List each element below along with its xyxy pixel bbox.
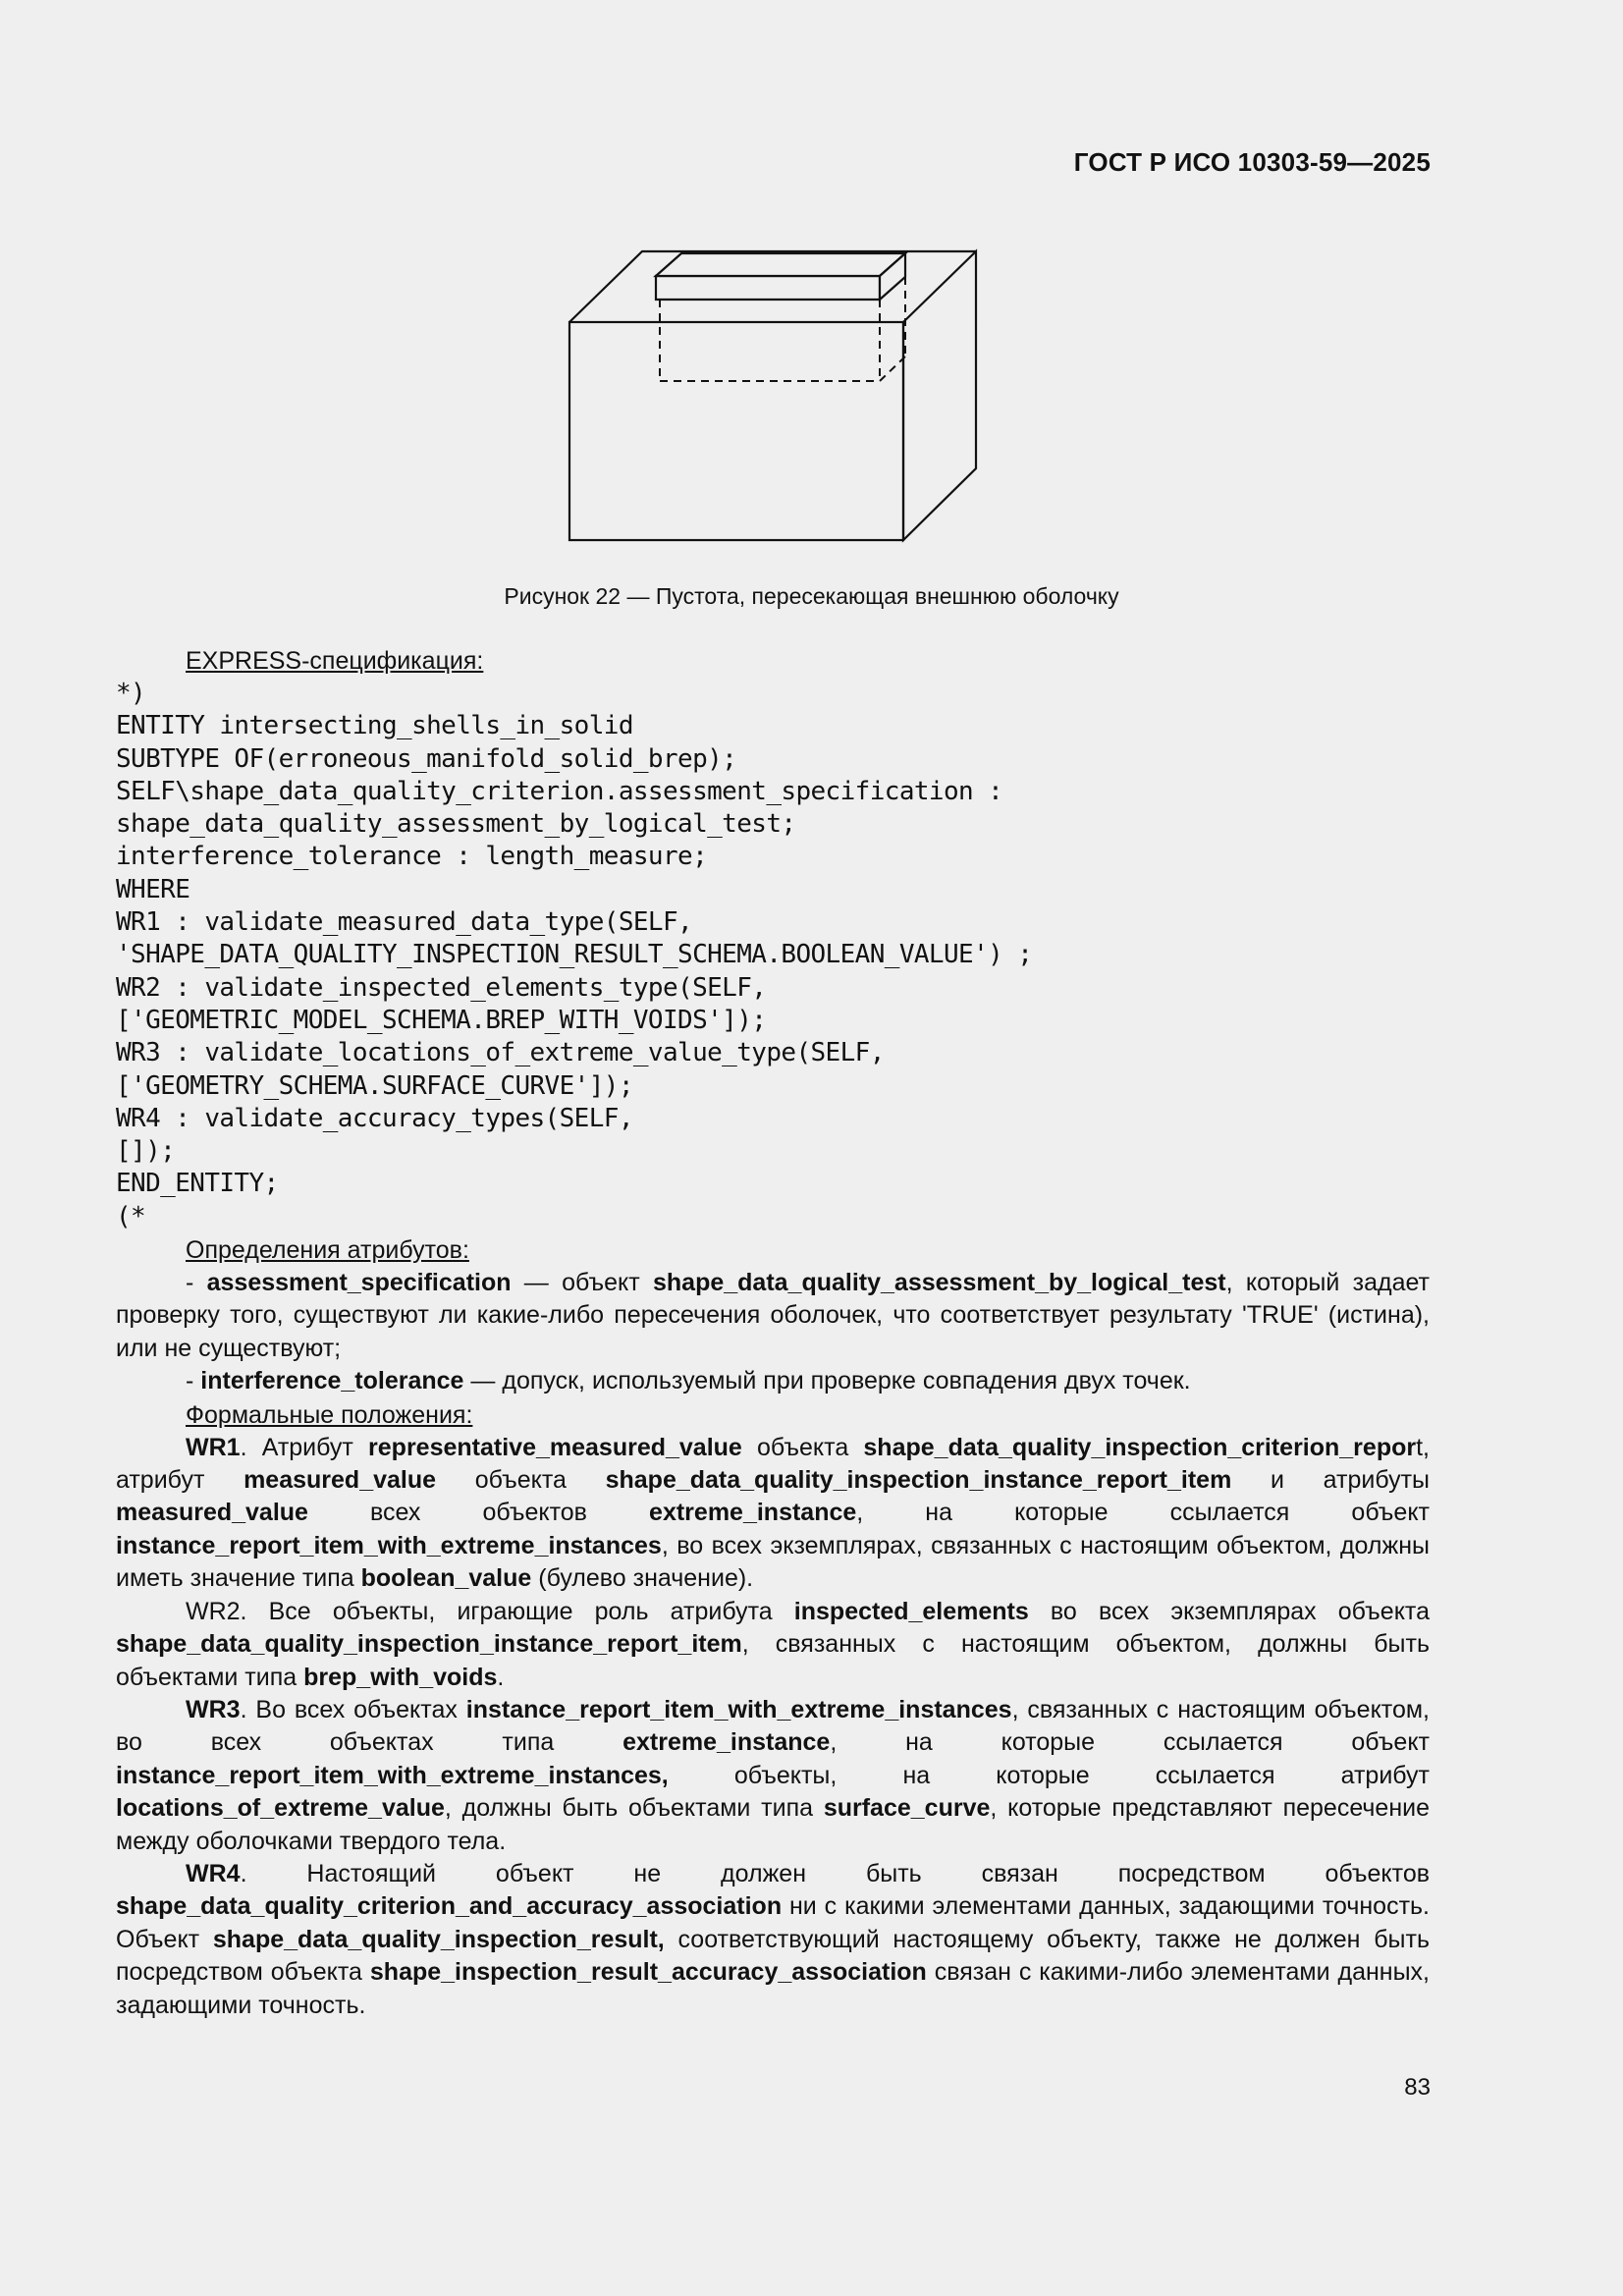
code-line: []);: [116, 1136, 176, 1167]
code-line: 'SHAPE_DATA_QUALITY_INSPECTION_RESULT_SCHEMA.BOOLEAN_VALUE') ;: [116, 940, 1033, 970]
code-line: END_ENTITY;: [116, 1169, 279, 1199]
code-line: ['GEOMETRY_SCHEMA.SURFACE_CURVE']);: [116, 1070, 633, 1101]
code-line: *): [116, 679, 146, 708]
main-content: [116, 644, 1430, 2022]
express-code-block: [116, 678, 1430, 1233]
attribute-definition: - interference_tolerance — допуск, используемый при проверке совпадения двух точек.: [186, 1367, 1191, 1395]
figure-drawing: [560, 241, 992, 550]
code-line: WR2 : validate_inspected_elements_type(SELF,: [116, 972, 767, 1003]
box-side-face: [903, 251, 976, 540]
attribute-term: assessment_specification: [206, 1269, 512, 1297]
box-front-face: [569, 322, 903, 540]
rule-wr2: WR2. Все объекты, играющие роль атрибута inspected_elements во всех экземплярах объекта shape_data_quality_inspection_instance_report_item, связанных с настоящим объектом, должны быть объектами типа brep_with_voids.: [116, 1597, 1430, 1691]
rule-wr3: WR3. Во всех объектах instance_report_item_with_extreme_instances, связанных с настоящим объектом, во всех объектах типа extreme_instance, на которые ссылается объект instance_report_item_with_extreme_instances, объекты, на которые ссылается атрибут locations_of_extreme_value, должны быть объектами типа surface_curve, которые представляют пересечение между оболочками твердого тела.: [116, 1695, 1431, 1855]
attribute-term: interference_tolerance: [200, 1367, 464, 1395]
slab-front: [656, 276, 880, 300]
code-line: (*: [116, 1201, 146, 1231]
rule-wr1: WR1. Атрибут representative_measured_value объекта shape_data_quality_inspection_criterion_report, атрибут measured_value объекта shape_data_quality_inspection_instance_report_item и атрибуты measured_value всех объектов extreme_instance, на которые ссылается объект instance_report_item_with_extreme_instances, во всех экземплярах, связанных с настоящим объектом, должны иметь значение типа boolean_value (булево значение).: [116, 1433, 1431, 1593]
formal-section-title: Формальные положения:: [186, 1400, 473, 1429]
code-line: WR3 : validate_locations_of_extreme_value_type(SELF,: [116, 1038, 885, 1068]
code-line: ENTITY intersecting_shells_in_solid: [116, 711, 633, 741]
code-line: shape_data_quality_assessment_by_logical_test;: [116, 809, 796, 840]
page-number: 83: [1404, 2074, 1431, 2101]
code-line: interference_tolerance : length_measure;: [116, 842, 708, 872]
attribute-definition: - assessment_specification — объект shape_data_quality_assessment_by_logical_test, который задает проверку того, существуют ли какие-либо пересечения оболочек, что соответствует результату 'TRUE' (истина), или не существуют;: [116, 1269, 1430, 1362]
code-line: WR4 : validate_accuracy_types(SELF,: [116, 1103, 633, 1133]
code-line: WHERE: [116, 874, 190, 904]
document-code: ГОСТ Р ИСО 10303-59—2025: [1073, 147, 1431, 177]
slab-top: [656, 253, 905, 276]
box-with-void-diagram: [560, 241, 992, 550]
code-line: ['GEOMETRIC_MODEL_SCHEMA.BREP_WITH_VOIDS']);: [116, 1005, 767, 1035]
code-line: SUBTYPE OF(erroneous_manifold_solid_brep);: [116, 743, 737, 774]
rule-wr4: WR4. Настоящий объект не должен быть связан посредством объектов shape_data_quality_criterion_and_accuracy_association ни с какими элементами данных, задающими точность. Объект shape_data_quality_inspection_result, соответствующий настоящему объекту, также не должен быть посредством объекта shape_inspection_result_accuracy_association связан с какими-либо элементами данных, задающими точность.: [116, 1859, 1431, 2019]
figure-caption: Рисунок 22 — Пустота, пересекающая внешнюю оболочку: [504, 583, 1119, 609]
code-line: WR1 : validate_measured_data_type(SELF,: [116, 907, 693, 938]
attributes-section-title: Определения атрибутов:: [186, 1236, 469, 1265]
express-section-title: EXPRESS-спецификация:: [186, 647, 484, 675]
code-line: SELF\shape_data_quality_criterion.assessment_specification :: [116, 776, 1003, 806]
